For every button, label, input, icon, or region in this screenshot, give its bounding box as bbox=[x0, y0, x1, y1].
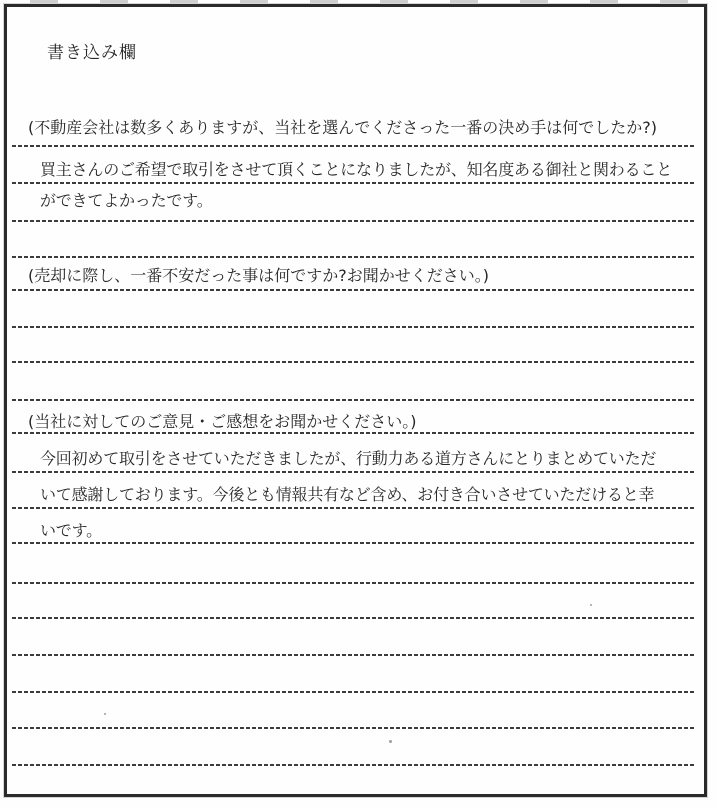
answer-decision-factor-line-2: ができてよかったです。 bbox=[40, 191, 213, 210]
ruled-line bbox=[12, 542, 694, 544]
ruled-line bbox=[12, 691, 694, 693]
ruled-line bbox=[12, 471, 694, 473]
scan-speck bbox=[104, 713, 106, 715]
answer-opinions-line-3: いです。 bbox=[40, 521, 102, 540]
ruled-line bbox=[12, 617, 694, 619]
ruled-line bbox=[12, 582, 694, 584]
ruled-line bbox=[12, 326, 694, 328]
ruled-line bbox=[12, 256, 694, 258]
question-biggest-concern: (売却に際し、一番不安だった事は何ですか?お聞かせください。) bbox=[28, 266, 489, 285]
ruled-line bbox=[12, 654, 694, 656]
ruled-line bbox=[12, 220, 694, 222]
ruled-line bbox=[12, 399, 694, 401]
answer-opinions-line-2: いて感謝しております。今後とも情報共有など含め、お付き合いさせていただけると幸 bbox=[40, 485, 655, 504]
scan-speck bbox=[590, 604, 592, 606]
ruled-line bbox=[12, 182, 694, 184]
ruled-line bbox=[12, 432, 694, 434]
ruled-line bbox=[12, 727, 694, 729]
question-decision-factor: (不動産会社は数多くありますが、当社を選んでくださった一番の決め手は何でしたか?) bbox=[28, 118, 657, 137]
answer-opinions-line-1: 今回初めて取引をさせていただきましたが、行動力ある道方さんにとりまとめていただ bbox=[40, 449, 657, 468]
ruled-line bbox=[12, 289, 694, 291]
question-opinions-impressions: (当社に対してのご意見・ご感想をお聞かせください。) bbox=[28, 412, 417, 431]
scan-artifact bbox=[30, 0, 690, 3]
scan-speck bbox=[389, 740, 392, 743]
ruled-line bbox=[12, 361, 694, 363]
page-title: 書き込み欄 bbox=[47, 43, 137, 63]
answer-decision-factor-line-1: 買主さんのご希望で取引をさせて頂くことになりましたが、知名度ある御社と関わること bbox=[40, 160, 673, 179]
ruled-line bbox=[12, 507, 694, 509]
ruled-line bbox=[12, 145, 694, 147]
ruled-line bbox=[12, 764, 694, 766]
